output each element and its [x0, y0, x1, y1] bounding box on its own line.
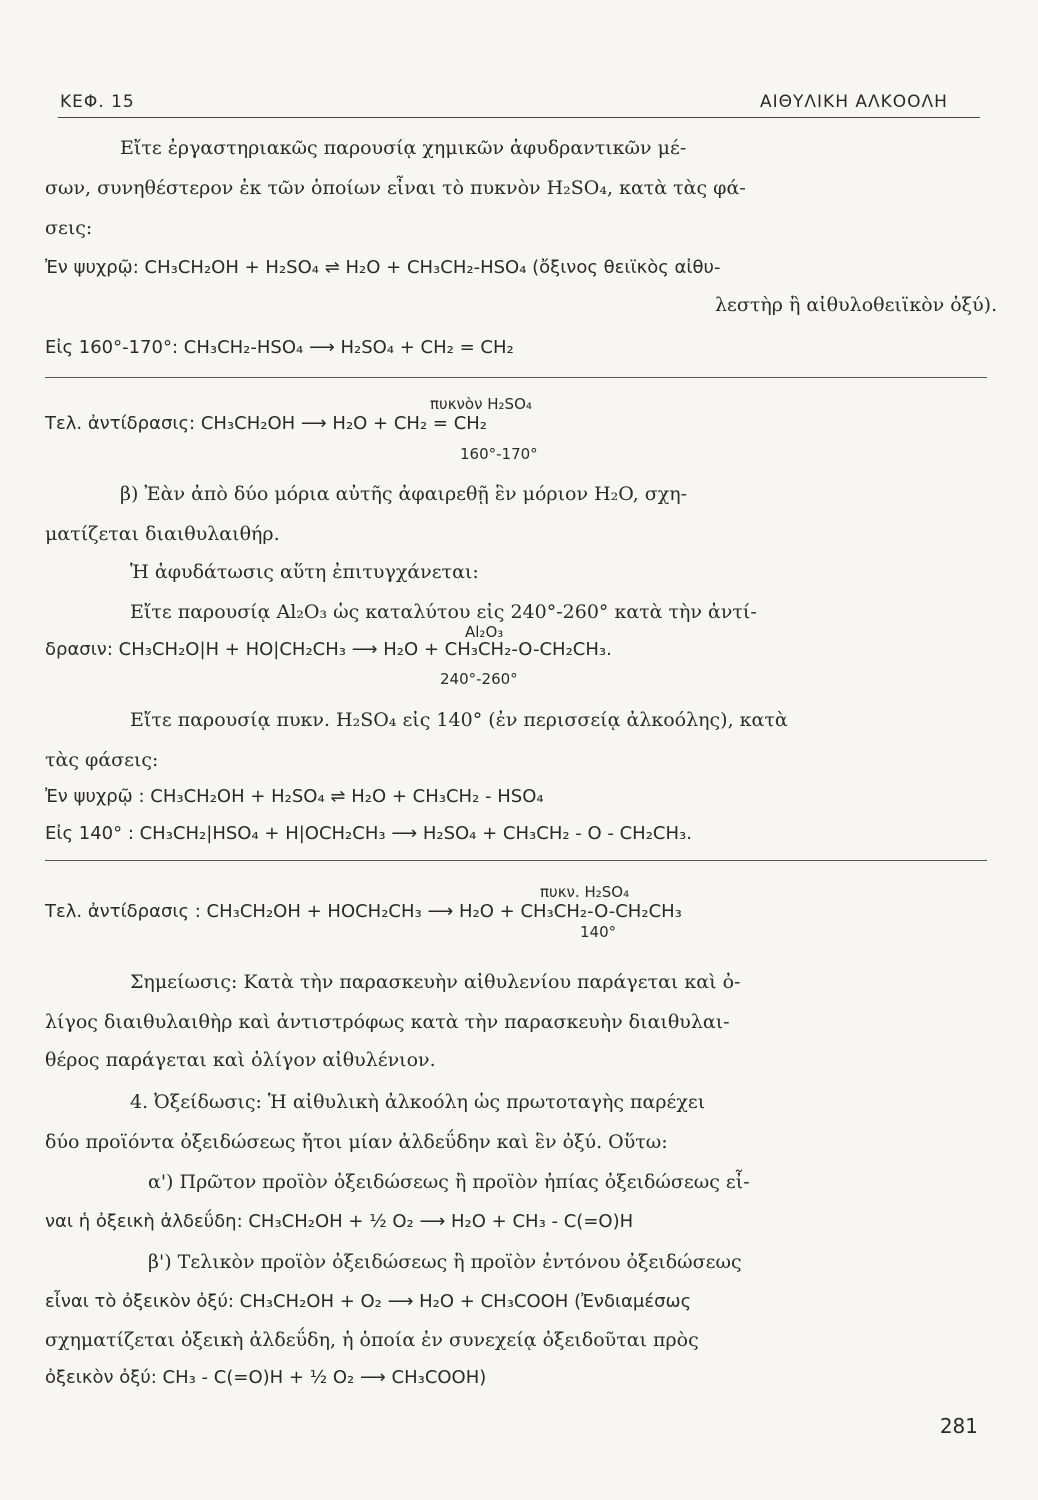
equation-line: Εἰς 140° : CH₃CH₂|HSO₄ + H|OCH₂CH₃ ⟶ H₂SO₄ + CH₃CH₂ - O - CH₂CH₃. [45, 823, 692, 844]
equation-line: εἶναι τὸ ὀξεικὸν ὀξύ: CH₃CH₂OH + O₂ ⟶ H₂O + CH₃COOH (Ἐνδιαμέσως [45, 1291, 692, 1312]
text-line: δύο προϊόντα ὀξειδώσεως ἤτοι μίαν ἀλδεΰδην καὶ ἓν ὀξύ. Οὕτω: [45, 1131, 668, 1153]
text-line: β') Τελικὸν προϊὸν ὀξειδώσεως ἢ προϊὸν ἐντόνου ὀξειδώσεως [148, 1251, 742, 1273]
equation-line: Ἐν ψυχρῷ : CH₃CH₂OH + H₂SO₄ ⇌ H₂O + CH₃CH₂ - HSO₄ [45, 786, 544, 807]
note-line: θέρος παράγεται καὶ ὀλίγον αἰθυλένιον. [45, 1049, 436, 1071]
text-line: σων, συνηθέστερον ἐκ τῶν ὁποίων εἶναι τὸ πυκνὸν H₂SO₄, κατὰ τὰς φά- [45, 177, 746, 199]
reaction-condition-above: πυκνὸν H₂SO₄ [430, 395, 532, 413]
section-title-header: ΑΙΘΥΛΙΚΗ ΑΛΚΟΟΛΗ [760, 92, 948, 112]
text-line: Ἡ ἀφυδάτωσις αὕτη ἐπιτυγχάνεται: [130, 561, 479, 583]
text-line: Εἴτε παρουσίᾳ πυκν. H₂SO₄ εἰς 140° (ἐν περισσείᾳ ἀλκοόλης), κατὰ [130, 709, 788, 731]
page-number: 281 [939, 1414, 978, 1438]
text-line: α') Πρῶτον προϊὸν ὀξειδώσεως ἢ προϊὸν ἠπίας ὀξειδώσεως εἶ- [148, 1171, 750, 1193]
text-line: σχηματίζεται ὀξεικὴ ἀλδεΰδη, ἡ ὁποία ἐν συνεχείᾳ ὀξειδοῦται πρὸς [45, 1329, 699, 1351]
separator-rule [45, 860, 987, 861]
text-line: λεστὴρ ἢ αἰθυλοθειϊκὸν ὀξύ). [715, 294, 998, 316]
text-line: τὰς φάσεις: [45, 749, 159, 771]
text-line: ματίζεται διαιθυλαιθήρ. [45, 523, 280, 545]
reaction-condition-above: Al₂O₃ [465, 623, 504, 641]
equation-line: δρασιν: CH₃CH₂O|H + HO|CH₂CH₃ ⟶ H₂O + CH₃CH₂-O-CH₂CH₃. [45, 639, 612, 660]
text-line: Εἴτε ἐργαστηριακῶς παρουσίᾳ χημικῶν ἀφυδραντικῶν μέ- [120, 137, 687, 159]
equation-line: Τελ. ἀντίδρασις : CH₃CH₂OH + HOCH₂CH₃ ⟶ H₂O + CH₃CH₂-O-CH₂CH₃ [45, 901, 682, 922]
note-line: λίγος διαιθυλαιθὴρ καὶ ἀντιστρόφως κατὰ τὴν παρασκευὴν διαιθυλαι- [45, 1011, 730, 1033]
reaction-condition-below: 140° [580, 923, 617, 941]
chapter-header: ΚΕΦ. 15 [60, 92, 135, 112]
header-rule [58, 117, 980, 118]
equation-line: Ἐν ψυχρῷ: CH₃CH₂OH + H₂SO₄ ⇌ H₂O + CH₃CH₂-HSO₄ (ὄξινος θειϊκὸς αἰθυ- [45, 257, 721, 278]
equation-line: ὀξεικὸν ὀξύ: CH₃ - C(=O)H + ½ O₂ ⟶ CH₃COOH) [45, 1367, 487, 1388]
note-line: Σημείωσις: Κατὰ τὴν παρασκευὴν αἰθυλενίου παράγεται καὶ ὀ- [130, 971, 741, 993]
text-line: Εἴτε παρουσίᾳ Al₂O₃ ὡς καταλύτου εἰς 240°-260° κατὰ τὴν ἀντί- [130, 601, 757, 623]
separator-rule [45, 377, 987, 378]
reaction-condition-below: 240°-260° [440, 670, 518, 688]
text-line: σεις: [45, 217, 93, 239]
equation-line: Τελ. ἀντίδρασις: CH₃CH₂OH ⟶ H₂O + CH₂ = CH₂ [45, 413, 488, 434]
equation-line: Εἰς 160°-170°: CH₃CH₂-HSO₄ ⟶ H₂SO₄ + CH₂ = CH₂ [45, 337, 514, 358]
text-line: β) Ἐὰν ἀπὸ δύο μόρια αὐτῆς ἀφαιρεθῇ ἓν μόριον H₂O, σχη- [120, 483, 688, 505]
reaction-condition-above: πυκν. H₂SO₄ [540, 883, 630, 901]
reaction-condition-below: 160°-170° [460, 445, 538, 463]
text-line: 4. Ὀξείδωσις: Ἡ αἰθυλικὴ ἀλκοόλη ὡς πρωτοταγὴς παρέχει [130, 1091, 706, 1113]
equation-line: ναι ἡ ὀξεικὴ ἀλδεΰδη: CH₃CH₂OH + ½ O₂ ⟶ H₂O + CH₃ - C(=O)H [45, 1211, 634, 1232]
